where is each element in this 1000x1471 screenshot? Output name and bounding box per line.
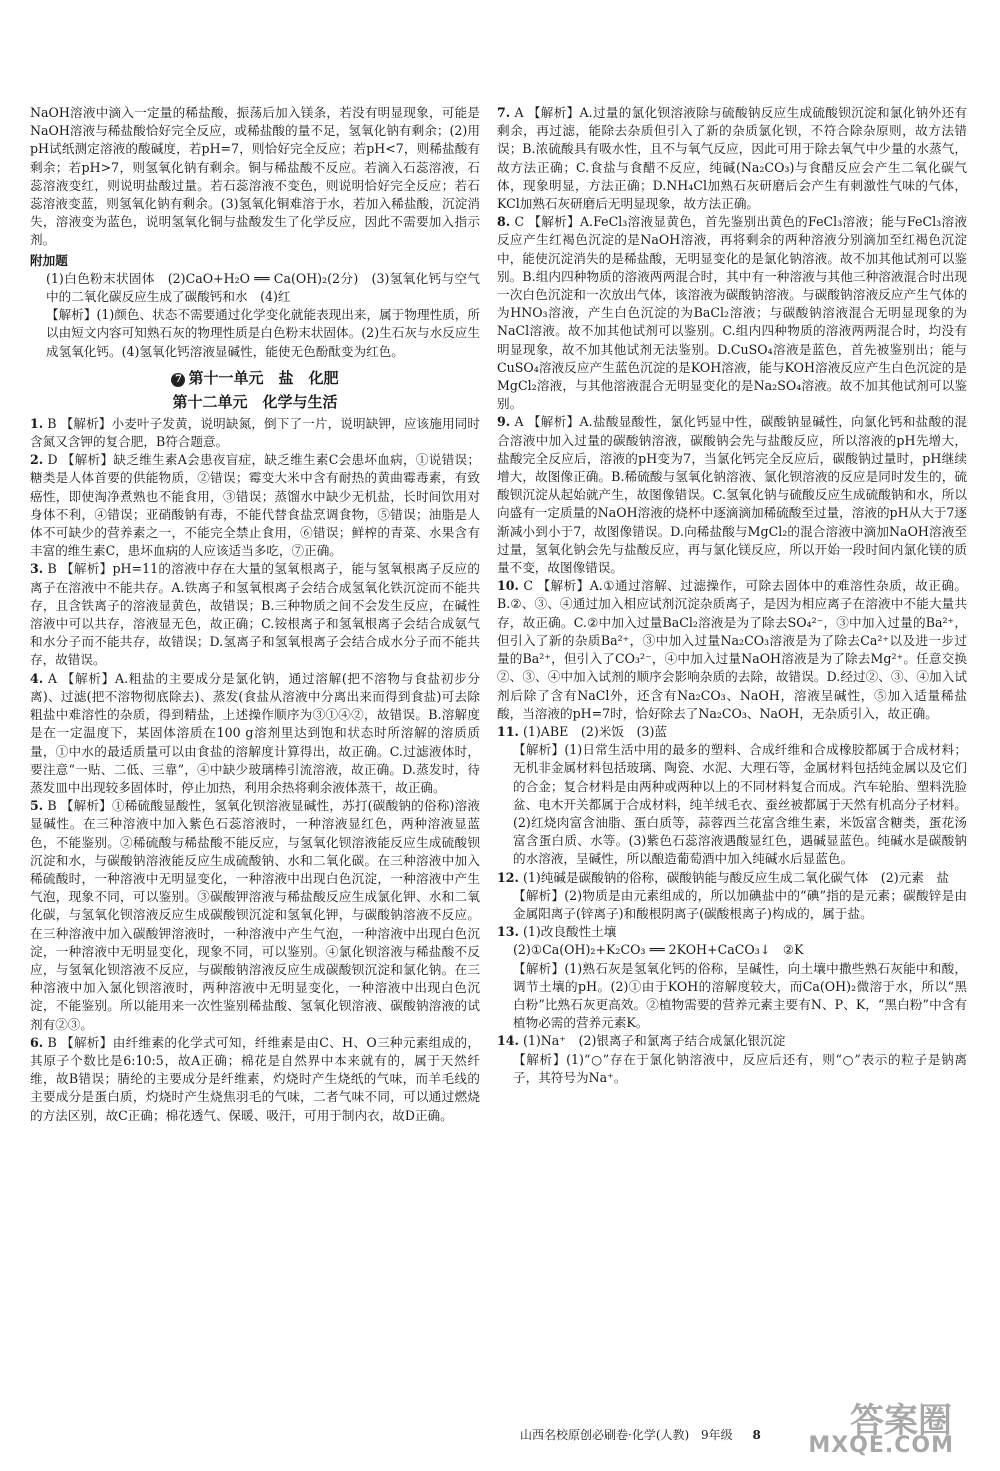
left-column bbox=[30, 104, 480, 1125]
bonus-answer: (1)白色粉末状固体 (2)CaO+H₂O ══ Ca(OH)₂(2分) (3)氢氧化钙与空气中的二氧化碳反应生成了碳酸钙和水 (4)红 bbox=[46, 270, 480, 305]
item-number: 12. bbox=[497, 869, 519, 885]
answer-item bbox=[30, 451, 480, 560]
bonus-analysis: 【解析】(1)颜色、状态不需要通过化学变化就能表现出来，属于物理性质，所以由短文内容可知熟石灰的物理性质是白色粉末状固体。(2)生石灰与水反应生成氢氧化钙。(4)氢氧化钙溶液显碱性，能使无色酚酞变为红色。 bbox=[46, 307, 480, 359]
unit-heading-12 bbox=[30, 391, 480, 413]
item-text: (1)纯碱是碳酸钠的俗称，碳酸钠能与酸反应生成二氧化碳气体 (2)元素 盐 bbox=[522, 869, 950, 885]
answer-list-left bbox=[30, 415, 480, 1125]
answer-subitem bbox=[497, 941, 967, 959]
answer-item bbox=[30, 560, 480, 669]
right-column bbox=[497, 104, 967, 1087]
item-text: A 【解析】A.过量的氯化钡溶液除与硫酸钠反应生成硫酸钡沉淀和氯化钠外还有剩余，再过滤，能除去杂质但引入了新的杂质氯化钡，不符合除杂原则，故方法错误；B.浓硫酸具有吸水性，且不与氧气反应，因此可用于除去氧气中少量的水蒸气，故方法正确；C.食盐与食醋不反应，纯碱(Na₂CO₃)与食醋反应会产生二氧化碳气体，现象明显，方法正确；D.NH₄Cl加熟石灰研磨后会产生有刺激性气味的气体，KCl加熟石灰研磨后无明显现象，故方法正确。 bbox=[497, 105, 967, 212]
answer-item bbox=[497, 923, 967, 941]
answer-item bbox=[497, 104, 967, 213]
answer-item bbox=[497, 869, 967, 887]
answer-item bbox=[30, 1034, 480, 1125]
item-text: A 【解析】A.粗盐的主要成分是氯化钠，通过溶解(把不溶物与食盐初步分离)、过滤(把不溶物彻底除去)、蒸发(食盐从溶液中分离出来而得到食盐)可去除粗盐中难溶性的杂质，得到精盐，上述操作顺序为③①④②，故错误。B.溶解度是在一定温度下，某固体溶质在100 g溶剂里达到饱和状态时所溶解的溶质质量，①中水的最适质量可以由食盐的溶解度计算得出，故正确。C.过滤液体时，要注意“一贴、二低、三靠”，④中缺少玻璃棒引流溶液，故正确。D.蒸发时，待蒸发皿中出现较多固体时，停止加热，利用余热将剩余液体蒸干，故正确。 bbox=[30, 670, 480, 795]
item-number: 9. bbox=[497, 414, 511, 430]
bonus-title: 附加题 bbox=[30, 252, 68, 268]
continued-answer: NaOH溶液中滴入一定量的稀盐酸，振荡后加入镁条，若没有明显现象，可能是NaOH溶液与稀盐酸恰好完全反应，或稀盐酸的量不足，氢氧化钠有剩余；(2)用pH试纸测定溶液的酸碱度，若pH=7，则恰好完全反应；若pH<7，则稀盐酸有剩余；若pH>7，则氢氧化钠有剩余。铜与稀盐酸不反应。若滴入石蕊溶液，石蕊溶液变红，则说明盐酸过量。若石蕊溶液不变色，则说明恰好完全反应；若石蕊溶液变蓝，则氢氧化钠有剩余。(3)氢氧化铜难溶于水，若加入稀盐酸，沉淀消失，溶液变为蓝色，说明氢氧化铜与盐酸发生了化学反应，因此不需要加入指示剂。 bbox=[30, 105, 480, 248]
item-text: B 【解析】①稀硫酸显酸性，氢氧化钡溶液显碱性，苏打(碳酸钠的俗称)溶液显碱性。在三种溶液中加入紫色石蕊溶液时，一种溶液显红色，两种溶液显蓝色，不能鉴别。②稀硫酸与稀盐酸不能反应，与氢氧化钡溶液能反应生成硫酸钡沉淀和水，与碳酸钠溶液能反应生成硫酸钠、水和二氧化碳。在三种溶液中加入稀硫酸时，一种溶液中无明显变化，一种溶液中出现白色沉淀，一种溶液中产生气泡，现象不同，可以鉴别。③碳酸钾溶液与稀盐酸反应生成氯化钾、水和二氧化碳，与氢氧化钡溶液反应生成碳酸钡沉淀和氢氧化钾，与碳酸钠溶液不反应。在三种溶液中加入碳酸钾溶液时，一种溶液中产生气泡，一种溶液中出现白色沉淀，一种溶液中无明显变化，现象不同，可以鉴别。④氯化钡溶液与稀盐酸不反应，与氢氧化钡溶液不反应，与碳酸钠溶液反应生成碳酸钡沉淀和氯化钠。在三种溶液中加入氯化钡溶液时，两种溶液中无明显变化，一种溶液中出现白色沉淀，不能鉴别。所以能用来一次性鉴别稀盐酸、氢氧化钡溶液、碳酸钠溶液的试剂有②③。 bbox=[30, 798, 480, 1032]
item-number: 2. bbox=[30, 452, 44, 468]
unit-title-12: 第十二单元 化学与生活 bbox=[172, 392, 338, 411]
item-number: 10. bbox=[497, 578, 519, 594]
answer-item bbox=[497, 723, 967, 741]
page-number: 8 bbox=[752, 1428, 761, 1442]
item-number: 14. bbox=[497, 1033, 519, 1049]
item-text: B 【解析】由纤维素的化学式可知，纤维素是由C、H、O三种元素组成的，其原子个数比是6:10:5，故A正确；棉花是自然界中本来就有的，属于天然纤维，故B错误；腈纶的主要成分是纤维素，灼烧时产生烧纸的气味，而羊毛线的主要成分是蛋白质，灼烧时产生烧焦羽毛的气味，二者气味不同，可以通过燃烧的方法区别，故C正确；棉花透气、保暖、吸汗，可用于制内衣，故D正确。 bbox=[30, 1034, 480, 1123]
analysis-item bbox=[497, 960, 967, 1033]
page-footer bbox=[520, 1426, 769, 1443]
unit-heading-11 bbox=[30, 367, 480, 389]
item-text: 【解析】(1)“○”存在于氯化钠溶液中，反应后还有，则“○”表示的粒子是钠离子，其符号为Na⁺。 bbox=[513, 1051, 967, 1085]
footer-title: 山西名校原创必刷卷·化学(人教) bbox=[520, 1428, 690, 1442]
analysis-item bbox=[497, 887, 967, 923]
item-number: 11. bbox=[497, 723, 519, 739]
answer-item bbox=[497, 213, 967, 413]
item-text: 【解析】(1)日常生活中用的最多的塑料、合成纤维和合成橡胶都属于合成材料；无机非金属材料包括玻璃、陶瓷、水泥、大理石等，金属材料包括纯金属以及它们的合金；复合材料是由两种或两种以上的不同材料复合而成。汽车轮胎、塑料洗脸盆、电木开关都属于合成材料，纯羊绒毛衣、蚕丝被都属于天然有机高分子材料。(2)红烧肉富含油脂、蛋白质等，蒜蓉西兰花富含维生素，米饭富含糖类，蛋花汤富含蛋白质、水等。(3)紫色石蕊溶液遇酸显红色，遇碱显蓝色。纯碱水是碳酸钠的水溶液，呈碱性，所以酿造葡萄酒中加入纯碱水后显蓝色。 bbox=[513, 742, 967, 867]
watermark-cn: 答案圈 bbox=[850, 1401, 952, 1441]
item-number: 13. bbox=[497, 924, 519, 940]
item-text: (1)ABE (2)米饭 (3)蓝 bbox=[522, 723, 667, 739]
item-text: D 【解析】缺乏维生素A会患夜盲症，缺乏维生素C会患坏血病，①说错误；糖类是人体首要的供能物质，②错误；霉变大米中含有耐热的黄曲霉毒素，有致癌性，即使淘净煮熟也不能食用，③错误；蒸馏水中缺少无机盐，长时间饮用对身体不利，④错误；亚硝酸钠有毒，不能代替食盐烹调食物，⑤错误；油脂是人体不可缺少的营养素之一，不能完全禁止食用，⑥错误；鲜榨的青菜、水果含有丰富的维生素C，患坏血病的人应该适当多吃，⑦正确。 bbox=[30, 452, 480, 559]
unit-badge-icon: 7 bbox=[171, 373, 185, 387]
item-number: 4. bbox=[30, 670, 44, 686]
answer-item bbox=[497, 413, 967, 577]
item-text: (1)改良酸性土壤 bbox=[522, 924, 617, 940]
item-text: C 【解析】A.FeCl₃溶液显黄色，首先鉴别出黄色的FeCl₃溶液；能与FeCl₃溶液反应产生红褐色沉淀的是NaOH溶液，再将剩余的两种溶液分别滴加至红褐色沉淀中，能使沉淀消失的是稀盐酸，无明显变化的是氯化钠溶液。故不加其他试剂可以鉴别。B.组内四种物质的溶液两两混合时，其中有一种溶液与其他三种溶液混合时出现一次白色沉淀和一次放出气体，该溶液为碳酸钠溶液。与碳酸钠溶液反应产生气体的为HNO₃溶液，产生白色沉淀的为BaCl₂溶液；与碳酸钠溶液混合无明显现象的为NaCl溶液。故不加其他试剂可以鉴别。C.组内四种物质的溶液两两混合时，均没有明显现象，故不加其他试剂无法鉴别。D.CuSO₄溶液是蓝色，首先被鉴别出；能与CuSO₄溶液反应产生蓝色沉淀的是KOH溶液，能与KOH溶液反应产生白色沉淀的是MgCl₂溶液，与其他溶液混合无明显变化的是Na₂SO₄溶液。故不加其他试剂可以鉴别。 bbox=[497, 214, 967, 412]
item-number: 5. bbox=[30, 798, 44, 814]
item-text: 【解析】(1)熟石灰是氢氧化钙的俗称，呈碱性，向土壤中撒些熟石灰能中和酸，调节土壤的pH。(2)①由于KOH的溶解度较大，而Ca(OH)₂微溶于水，所以“黑白粉”比熟石灰更高效。②植物需要的营养元素主要有N、P、K，“黑白粉”中含有植物必需的营养元素K。 bbox=[513, 960, 967, 1031]
item-text: (2)①Ca(OH)₂+K₂CO₃ ══ 2KOH+CaCO₃↓ ②K bbox=[513, 942, 804, 958]
watermark-en: MXQE.COM bbox=[808, 1433, 954, 1458]
watermark-logo bbox=[782, 1391, 982, 1461]
item-number: 3. bbox=[30, 561, 44, 577]
item-number: 7. bbox=[497, 105, 511, 120]
item-number: 8. bbox=[497, 214, 511, 230]
answer-item bbox=[30, 797, 480, 1034]
item-text: A 【解析】A.盐酸显酸性，氯化钙显中性，碳酸钠显碱性，向氯化钙和盐酸的混合溶液中加入过量的碳酸钠溶液，碳酸钠会先与盐酸反应，所以溶液的pH先增大，盐酸完全反应后，溶液的pH变为7，当氯化钙完全反应后，碳酸钠过量时，pH继续增大，故图像正确。B.稀硫酸与氢氧化钠溶液、氯化钡溶液的反应是同时发生的，硫酸钡沉淀从起始就产生，故图像错误。C.氢氧化钠与硫酸反应生成硫酸钠和水，所以向盛有一定质量的NaOH溶液的烧杯中逐滴滴加稀硫酸至过量，溶液的pH从大于7逐渐减小到小于7，故图像错误。D.向稀盐酸与MgCl₂的混合溶液中滴加NaOH溶液至过量，氢氧化钠会先与盐酸反应，再与氯化镁反应，所以开始一段时间内氯化镁的质量不变，故图像错误。 bbox=[497, 414, 967, 576]
item-text: 【解析】(2)物质是由元素组成的，所以加碘盐中的“碘”指的是元素；碳酸锌是由金属阳离子(锌离子)和酸根阴离子(碳酸根离子)构成的，属于盐。 bbox=[513, 887, 967, 921]
unit-title-11: 第十一单元 盐 化肥 bbox=[188, 368, 339, 387]
item-number: 6. bbox=[30, 1034, 44, 1050]
item-text: B 【解析】pH=11的溶液中存在大量的氢氧根离子，能与氢氧根离子反应的离子在溶液中不能共存。A.铁离子和氢氧根离子会结合成氢氧化铁沉淀而不能共存，且含铁离子的溶液显黄色，故错误；B.三种物质之间不会发生反应，在碱性溶液中可以共存，溶液显无色，故正确；C.铵根离子和氢氧根离子会结合成氨气和水分子而不能共存，故错误；D.氢离子和氢氧根离子会结合成水分子而不能共存，故错误。 bbox=[30, 561, 480, 668]
answer-item bbox=[497, 577, 967, 723]
footer-grade: 9年级 bbox=[701, 1428, 733, 1442]
answer-item bbox=[30, 670, 480, 797]
analysis-item bbox=[497, 741, 967, 868]
answer-item bbox=[497, 1032, 967, 1050]
item-text: C 【解析】A.①通过溶解、过滤操作，可除去固体中的难溶性杂质，故正确。B.②、③、④通过加入相应试剂沉淀杂质离子，是因为相应离子在溶液中不能大量共存，故正确。C.②中加入过量BaCl₂溶液是为了除去SO₄²⁻，③中加入过量的Ba²⁺，但引入了新的杂质Ba²⁺，③中加入过量Na₂CO₃溶液是为了除去Ca²⁺以及进一步过量的Ba²⁺，但引入了CO₃²⁻，④中加入过量NaOH溶液是为了除去Mg²⁺。任意交换②、③、④中加入试剂的顺序会影响杂质的去除，故错误。D.经过②、③、④加入试剂后除了含有NaCl外，还含有Na₂CO₃、NaOH，溶液呈碱性，⑤加入适量稀盐酸，当溶液的pH=7时，恰好除去了Na₂CO₃、NaOH，无杂质引入，故正确。 bbox=[497, 578, 967, 721]
item-number: 1. bbox=[30, 415, 44, 431]
analysis-item bbox=[497, 1051, 967, 1087]
item-text: B 【解析】小麦叶子发黄，说明缺氮，倒下了一片，说明缺钾，应该施用同时含氮又含钾的复合肥，B符合题意。 bbox=[30, 415, 480, 450]
item-text: (1)Na⁺ (2)银离子和氯离子结合成氯化银沉淀 bbox=[522, 1033, 786, 1049]
answer-item bbox=[30, 415, 480, 451]
